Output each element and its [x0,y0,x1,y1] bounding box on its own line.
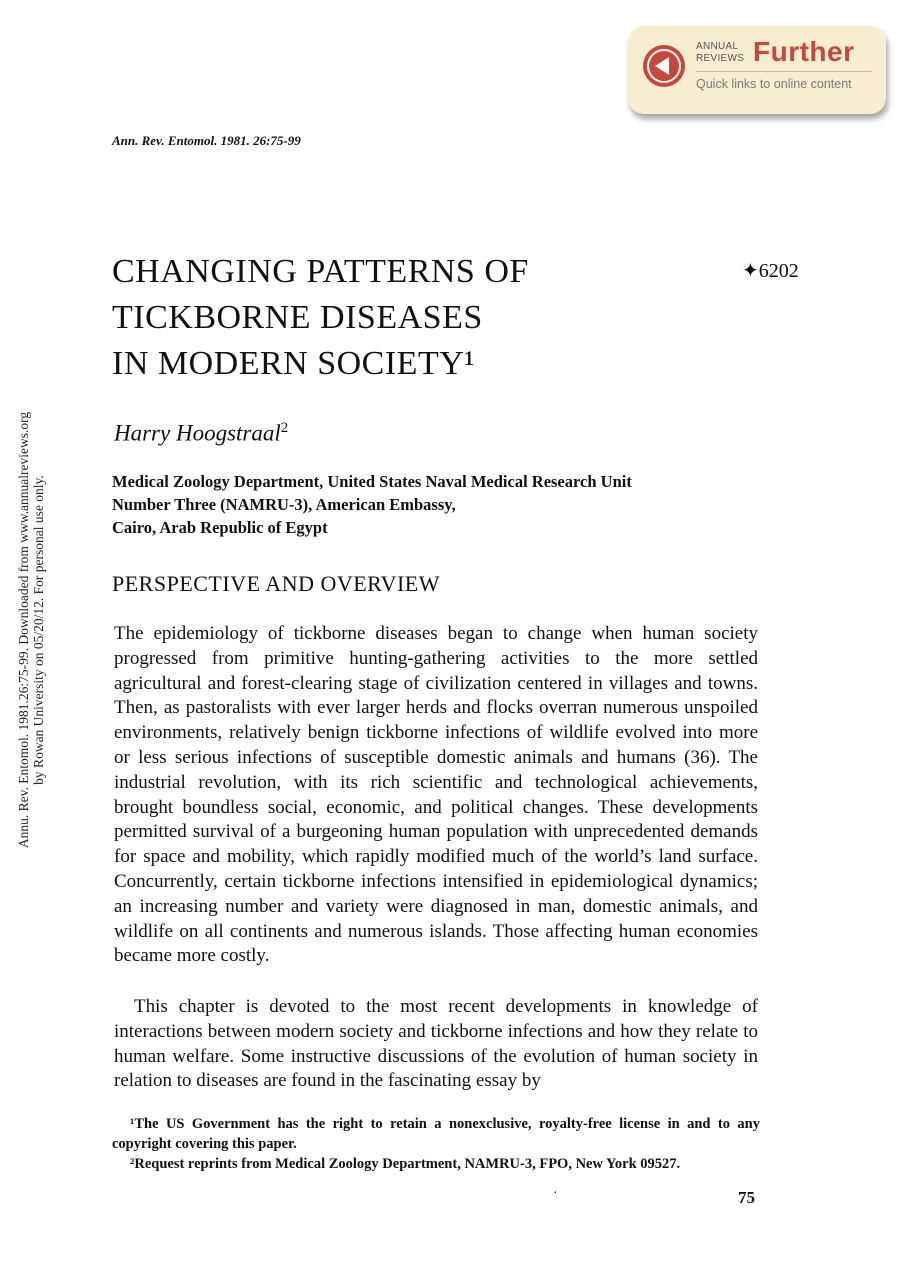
section-heading: PERSPECTIVE AND OVERVIEW [112,571,441,596]
affiliation-line-3: Cairo, Arab Republic of Egypt [112,518,328,537]
further-annual-label: ANNUAL [696,41,739,52]
body-paragraph-1: The epidemiology of tickborne diseases began to change when human society progressed from primitive hunting-gathering activities to the more settled agricultural and forest-clearing stage of civilization centered in villages and towns. Then, as pastoralists with ever larger herds and flocks overran numerous unspoiled environments, relatively benign tickborne infections of wildlife evolved into more or less serious infections of susceptible domestic animals and humans (36). The industrial revolution, with its rich scientific and technological achievements, brought boundless social, economic, and political changes. These developments permitted survival of a burgeoning human population with unprecedented demands for space and mobility, which rapidly modified much of the world’s land surface. Concurrently, certain tickborne infections intensified in epidemiological dynamics; an increasing number and variety were diagnosed in man, domestic animals, and wildlife on all continents and numerous islands. Those affecting human economies became more costly. [114,623,758,967]
title-line-2: TICKBORNE DISEASES [112,299,483,336]
download-side-note [16,350,46,910]
affiliation [112,470,752,539]
author [114,420,288,447]
footnote-2: ²Request reprints from Medical Zoology Department, NAMRU-3, FPO, New York 09527. [130,1156,681,1172]
further-subtitle: Quick links to online content [696,77,852,91]
further-badge[interactable] [628,26,886,114]
author-name: Harry Hoogstraal [114,420,281,446]
body-paragraph-2: This chapter is devoted to the most recent developments in knowledge of interactions between modern society and tickborne infections and how they relate to human welfare. Some instructive discussions of the evolution of human society in relation to diseases are found in the fascinating essay by [114,996,758,1092]
play-back-icon [642,44,686,88]
affiliation-line-2: Number Three (NAMRU-3), American Embassy, [112,495,456,514]
journal-citation: Ann. Rev. Entomol. 1981. 26:75-99 [112,133,301,148]
footnote-1: ¹The US Government has the right to retain a nonexclusive, royalty-free license in and to any copyright covering this paper. [112,1116,760,1152]
title-line-1: CHANGING PATTERNS OF [112,253,529,290]
author-footnote-mark: 2 [280,420,289,436]
side-note-line-1: Annu. Rev. Entomol. 1981.26:75-99. Downloaded from www.annualreviews.org [16,411,31,849]
article-code: ✦6202 [742,260,799,282]
side-note-line-2: by Rowan University on 05/20/12. For personal use only. [31,475,46,785]
further-reviews-label: REVIEWS [696,53,745,64]
article-title [112,249,529,387]
page-number: 75 [738,1188,755,1207]
further-divider [696,71,872,72]
footnotes [112,1114,760,1174]
stray-mark: · [553,1186,558,1201]
further-title: Further [753,36,855,67]
title-line-3: IN MODERN SOCIETY¹ [112,345,475,382]
affiliation-line-1: Medical Zoology Department, United States Naval Medical Research Unit [112,472,632,491]
